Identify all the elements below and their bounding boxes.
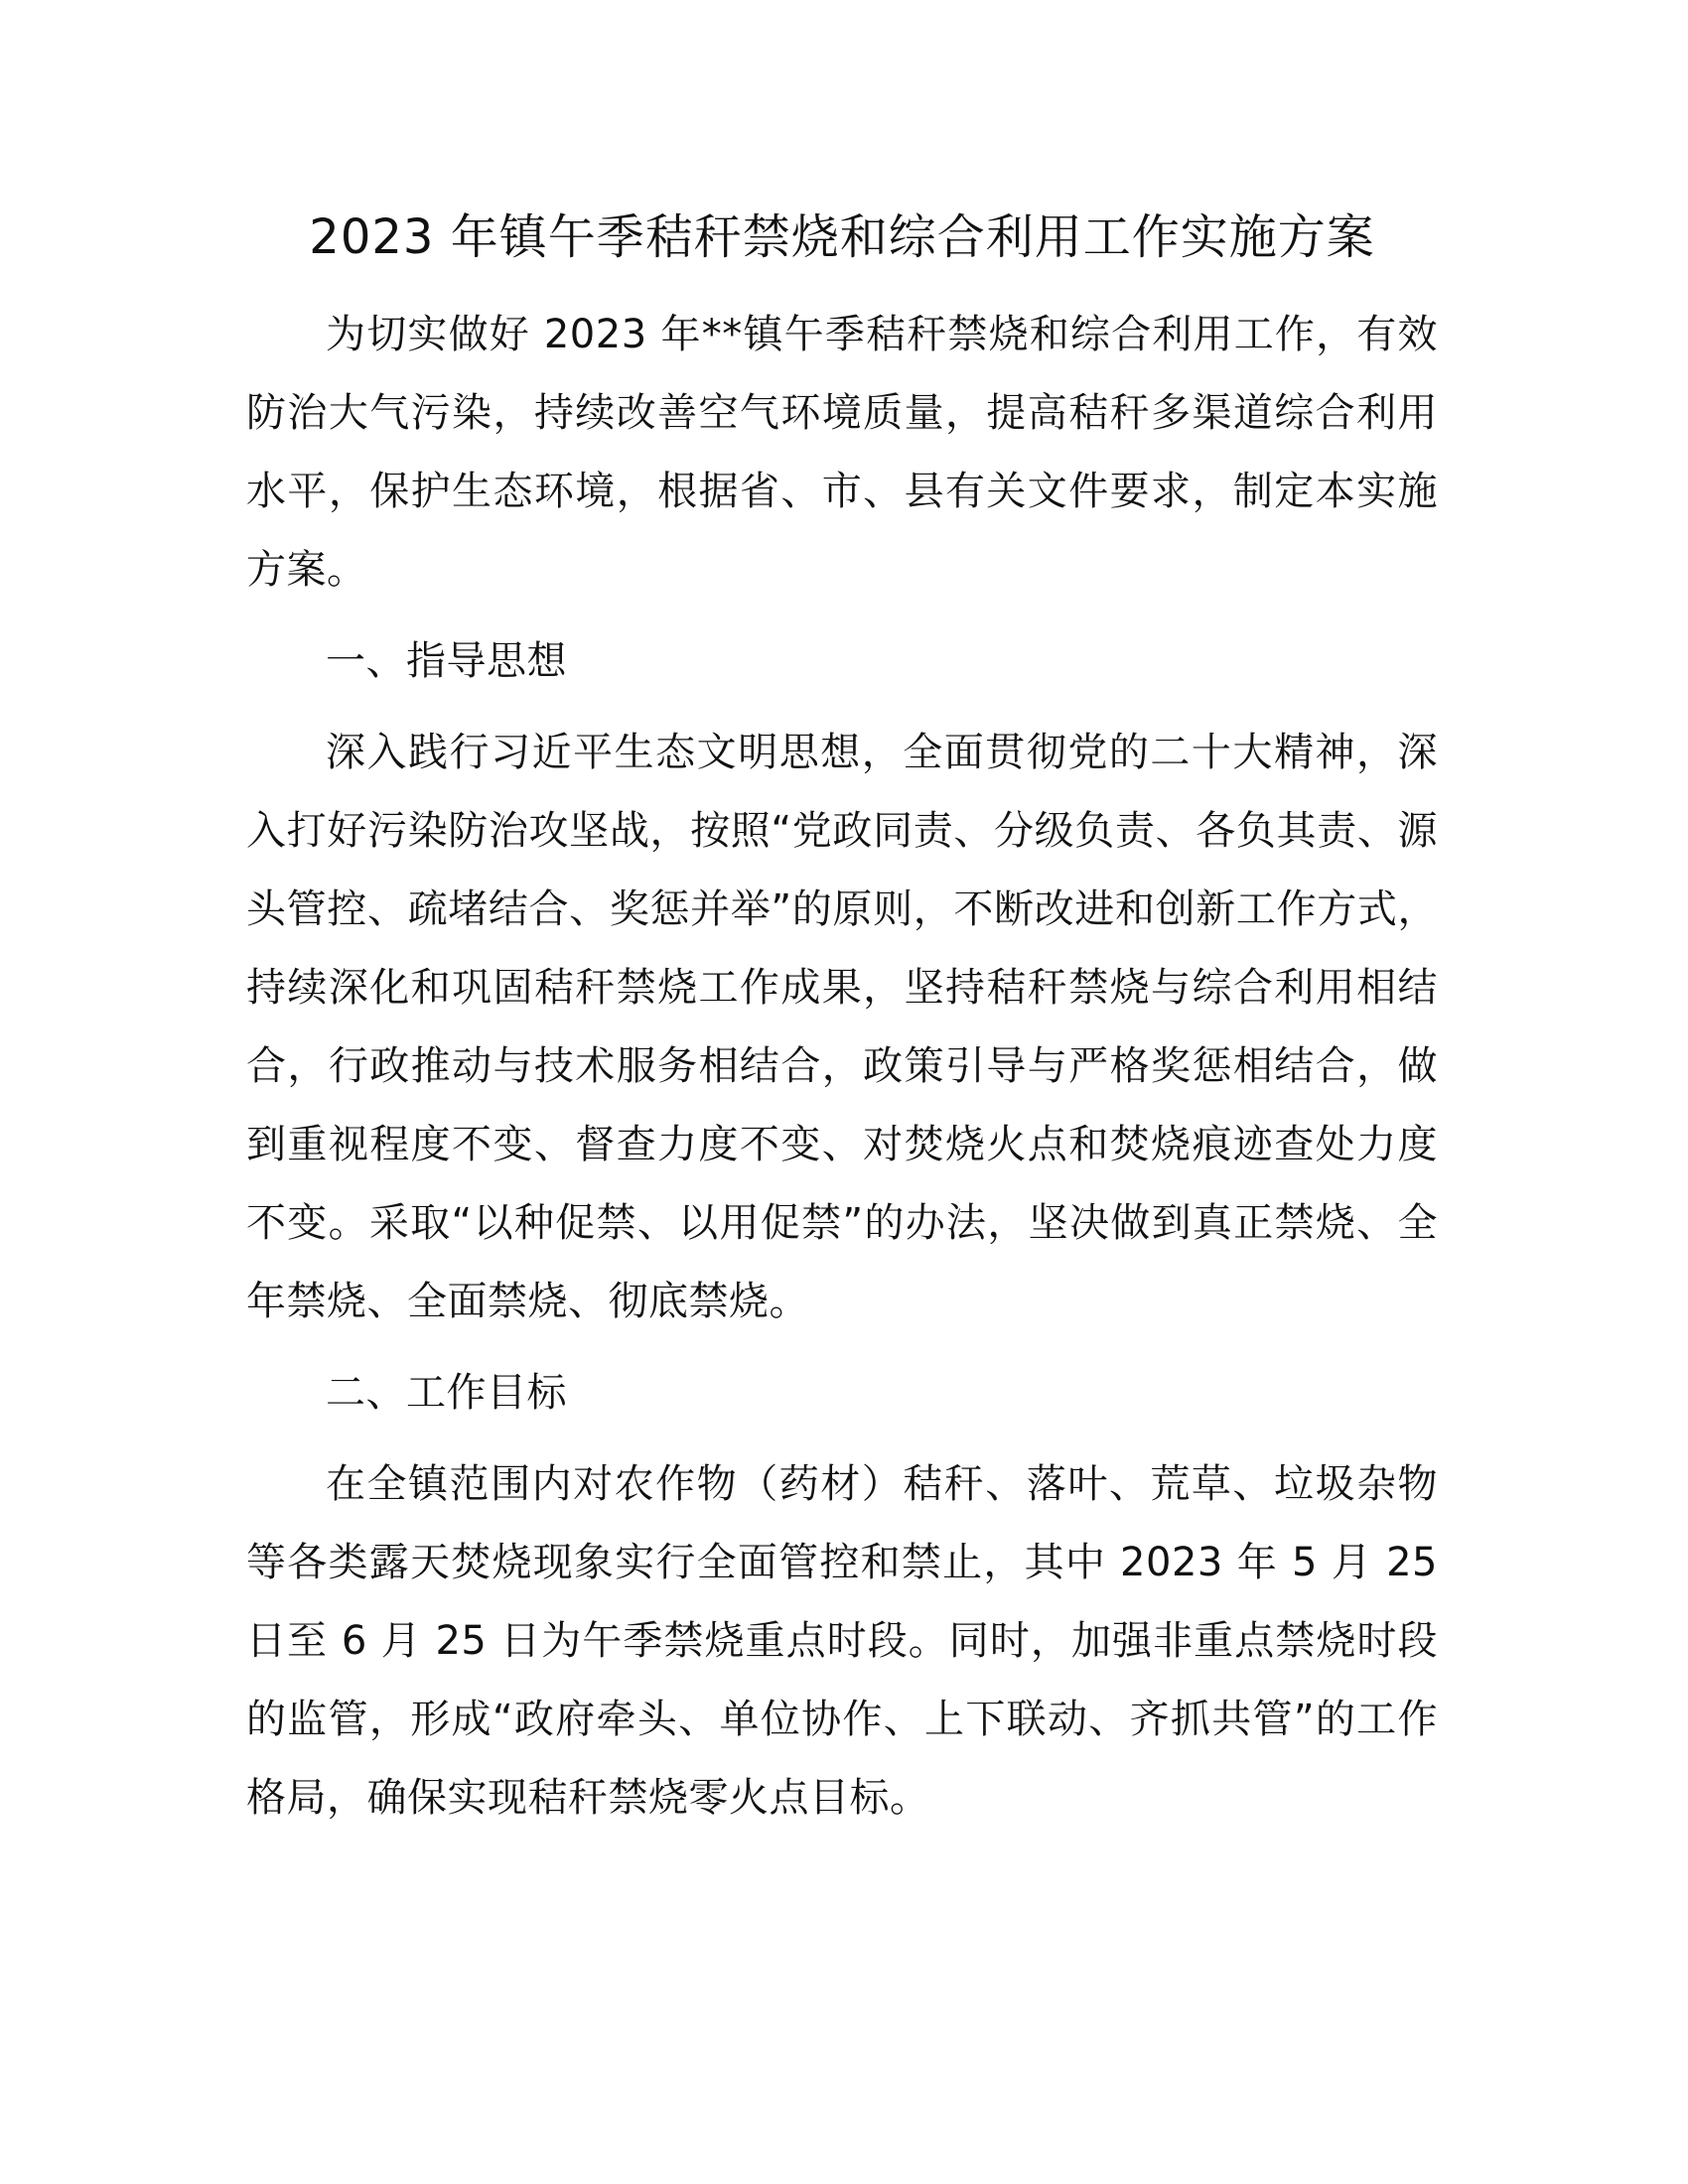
section-heading-work-goals: 二、工作目标 bbox=[326, 1370, 567, 1416]
document-content bbox=[246, 195, 1438, 1838]
intro-paragraph: 为切实做好 2023 年**镇午季秸秆禁烧和综合利用工作，有效防治大气污染，持续改善空气环境质量，提高秸秆多渠道综合利用水平，保护生态环境，根据省、市、县有关文件要求，制定本实施方案。 bbox=[246, 312, 1438, 593]
section-body-work-goals: 在全镇范围内对农作物（药材）秸秆、落叶、荒草、垃圾杂物等各类露天焚烧现象实行全面管控和禁止，其中 2023 年 5 月 25 日至 6 月 25 日为午季禁烧重点时段。同时，加强非重点禁烧时段的监管，形成“政府牵头、单位协作、上下联动、齐抓共管”的工作格局，确保实现秸秆禁烧零火点目标。 bbox=[246, 1461, 1438, 1821]
document-title: 2023 年镇午季秸秆禁烧和综合利用工作实施方案 bbox=[309, 209, 1375, 265]
section-body-guiding-ideology: 深入践行习近平生态文明思想，全面贯彻党的二十大精神，深入打好污染防治攻坚战，按照“党政同责、分级负责、各负其责、源头管控、疏堵结合、奖惩并举”的原则，不断改进和创新工作方式，持续深化和巩固秸秆禁烧工作成果，坚持秸秆禁烧与综合利用相结合，行政推动与技术服务相结合，政策引导与严格奖惩相结合，做到重视程度不变、督查力度不变、对焚烧火点和焚烧痕迹查处力度不变。采取“以种促禁、以用促禁”的办法，坚决做到真正禁烧、全年禁烧、全面禁烧、彻底禁烧。 bbox=[246, 730, 1438, 1324]
section-heading-guiding-ideology: 一、指导思想 bbox=[326, 638, 567, 684]
